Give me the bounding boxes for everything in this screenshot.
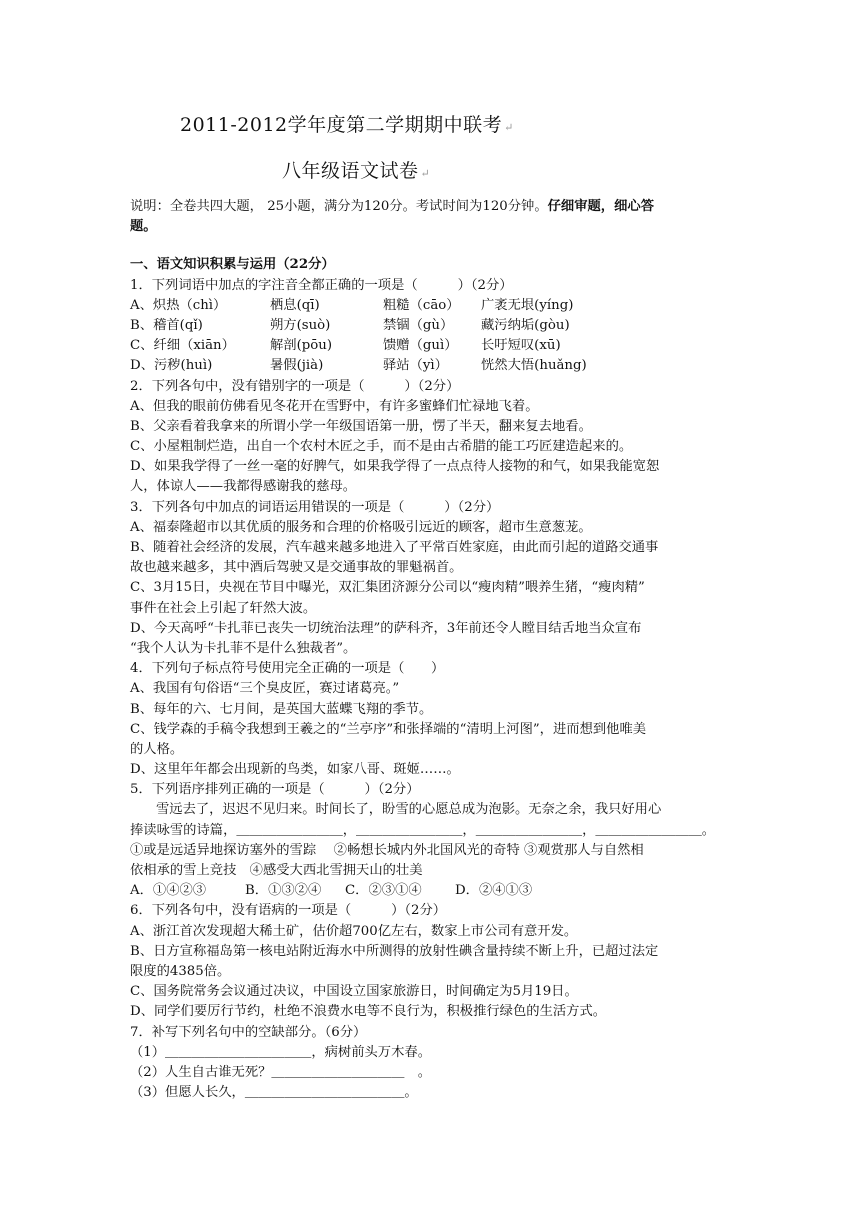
return-mark-icon: ↵ — [420, 167, 431, 180]
question-3-option-a: A、福泰隆超市以其优质的服务和合理的价格吸引远近的顾客，超市生意葱茏。 — [130, 519, 592, 535]
question-5-sentences-cont: 依相承的雪上竞技 ④感受大西北雪拥天山的壮美 — [130, 863, 423, 879]
section-heading: 一、语文知识积累与运用（22分） — [130, 257, 335, 273]
question-7-line-2: （2）人生自古谁无死？＿＿＿＿＿＿＿＿＿＿ 。 — [130, 1064, 431, 1080]
exam-content — [130, 197, 730, 1103]
question-4-stem: 4．下列句子标点符号使用完全正确的一项是（ ） — [130, 661, 445, 677]
question-2-stem: 2．下列各句中，没有错别字的一项是（ ）（2分） — [130, 378, 460, 394]
question-1-option-c: C、纤细（xiān） 解剖(pōu) 馈赠（guì） 长吁短叹(xū) — [130, 338, 561, 354]
question-7-line-1: （1）＿＿＿＿＿＿＿＿＿＿＿，病树前头万木春。 — [130, 1044, 431, 1060]
question-2-option-a: A、但我的眼前仿佛看见冬花开在雪野中，有许多蜜蜂们忙禄地飞着。 — [130, 398, 539, 414]
question-5-sentences: ①或是远适异地探访塞外的雪踪 ②畅想长城内外北国风光的奇特 ③观赏那人与自然相 — [130, 842, 644, 858]
question-4-option-c-cont: 的人格。 — [130, 741, 184, 757]
question-1-option-a: A、炽热（chì） 栖息(qī) 粗糙（cāo） 广袤无垠(yíng) — [130, 297, 574, 313]
question-6-stem: 6．下列各句中，没有语病的一项是（ ）（2分） — [130, 903, 447, 919]
return-mark-icon: ↵ — [504, 121, 514, 134]
question-4-option-d: D、这里年年都会出现新的鸟类，如家八哥、斑姬……。 — [130, 762, 460, 778]
question-4-option-a: A、我国有句俗语“三个臭皮匠，赛过诸葛亮。” — [130, 681, 400, 697]
question-2-option-c: C、小屋粗制烂造，出自一个农村木匠之手，而不是由古希腊的能工巧匠建造起来的。 — [130, 439, 633, 455]
question-2-option-d-cont: 人，体谅人——我都得感谢我的慈母。 — [130, 479, 357, 495]
question-6-option-a: A、浙江首次发现超大稀土矿，估价超700亿左右，数家上市公司有意开发。 — [130, 923, 578, 939]
question-5-stem: 5．下列语序排列正确的一项是（ ）（2分） — [130, 782, 420, 798]
question-4-option-b: B、每年的六、七月间，是英国大蓝蝶飞翔的季节。 — [130, 701, 433, 717]
question-3-option-b: B、随着社会经济的发展，汽车越来越多地进入了平常百姓家庭，由此而引起的道路交通事 — [130, 540, 659, 556]
question-3-option-c-cont: 事件在社会上引起了轩然大波。 — [130, 600, 317, 616]
question-1-stem: 1．下列词语中加点的字注音全都正确的一项是（ ）（2分） — [130, 277, 513, 293]
question-6-option-b-cont: 限度的4385倍。 — [130, 963, 231, 979]
question-3-option-d-cont: “我个人认为卡扎菲不是什么独裁者”。 — [130, 640, 357, 656]
question-3-stem: 3．下列各句中加点的词语运用错误的一项是（ ）（2分） — [130, 499, 500, 515]
question-7-stem: 7．补写下列名句中的空缺部分。（6分） — [130, 1024, 367, 1040]
question-3-option-d: D、今天高呼“卡扎菲已丧失一切统治法理”的萨科齐，3年前还令人瞠目结舌地当众宣布 — [130, 620, 642, 636]
question-2-option-d: D、如果我学得了一丝一毫的好脾气，如果我学得了一点点待人接物的和气，如果我能宽恕 — [130, 459, 660, 475]
question-5-passage: 雪远去了，迟迟不见归来。时间长了，盼雪的心愿总成为泡影。无奈之余，我只好用心 — [156, 802, 662, 818]
question-2-option-b: B、父亲看着我拿来的所谓小学一年级国语第一册，愣了半天，翻来复去地看。 — [130, 418, 592, 434]
question-6-option-d: D、同学们要厉行节约，杜绝不浪费水电等不良行为，积极推行绿色的生活方式。 — [130, 1004, 607, 1020]
question-5-passage-cont: 捧读咏雪的诗篇，＿＿＿＿＿＿＿＿，＿＿＿＿＿＿＿＿，＿＿＿＿＿＿＿＿，＿＿＿＿＿＿＿＿。 — [130, 822, 716, 838]
question-6-option-b: B、日方宣称福岛第一核电站附近海水中所测得的放射性碘含量持续不断上升，已超过法定 — [130, 943, 659, 959]
question-4-option-c: C、钱学森的手稿令我想到王羲之的“兰亭序”和张择端的“清明上河图”，进而想到他唯美 — [130, 721, 647, 737]
question-3-option-c: C、3月15日，央视在节目中曝光，双汇集团济源分公司以“瘦肉精”喂养生猪，“瘦肉精” — [130, 580, 645, 596]
exam-subtitle: 八年级语文试卷 ↵ — [282, 160, 431, 182]
instructions: 说明：全卷共四大题， 25小题，满分为120分。考试时间为120分钟。仔细审题，细心答 题。 — [130, 199, 654, 235]
exam-title: 2011-2012学年度第二学期期中联考 ↵ — [180, 114, 514, 136]
question-6-option-c: C、国务院常务会议通过决议，中国设立国家旅游日，时间确定为5月19日。 — [130, 984, 578, 1000]
question-1-option-b: B、稽首(qǐ) 朔方(suò) 禁锢（gù） 藏污纳垢(gòu) — [130, 317, 570, 333]
question-5-choices: A．①④②③ B．①③②④ C．②③①④ D．②④①③ — [130, 883, 533, 899]
question-1-option-d: D、污秽(huì) 暑假(jià) 驿站（yì） 恍然大悟(huǎng) — [130, 358, 587, 374]
question-7-line-3: （3）但愿人长久，＿＿＿＿＿＿＿＿＿＿＿＿。 — [130, 1085, 418, 1101]
question-3-option-b-cont: 故也越来越多，其中酒后驾驶又是交通事故的罪魁祸首。 — [130, 560, 463, 576]
